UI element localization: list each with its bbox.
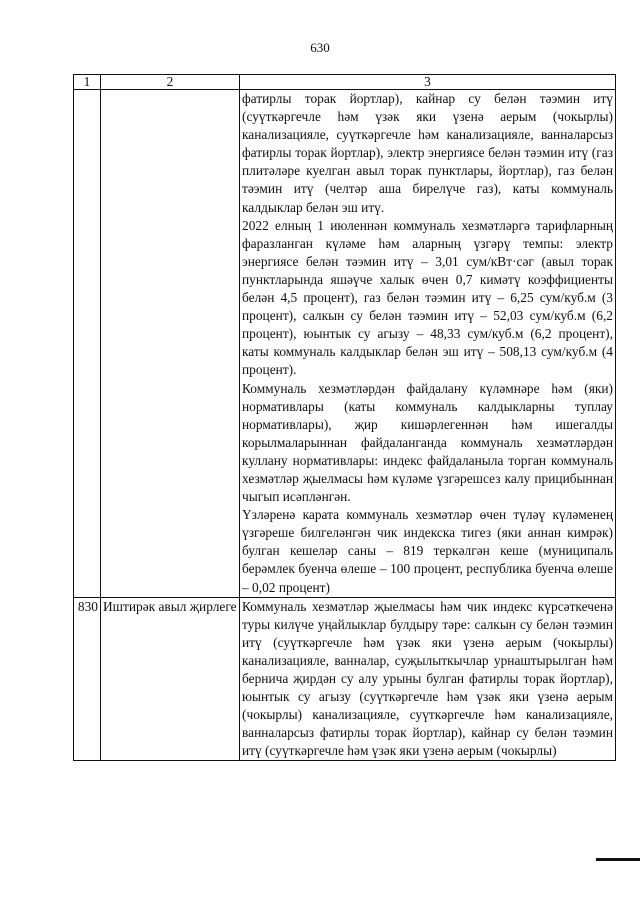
paragraph-norms: Коммуналь хезмәтләрдән файдалану күләмнәре һәм (яки) нормативлары (каты коммуналь калдыкларны туплау нормативлары), җир кишәрлегеннән һәм ишегалды корылмаларыннан файдаланганда коммуналь хезмәтләрдән куллану нормативлары: индекс файдаланыла торган коммуналь хезмәтләр җыелмасы һәм күләме үзгәрешсез калу прицибыннан чыгып исәпләнгән. [242, 380, 613, 505]
paragraph-utilities-list: фатирлы торак йортлар), кайнар су белән тәэмин итү (суүткәргечле һәм үзәк яки үзенә аерым (чокырлы) канализацияле, суүткәргечле һәм канализацияле, ванналарсыз фатирлы торак йортлар), электр энергиясе белән тәэмин итү (газ плитәләре куелган авыл торак пунктлары, йортлар), газ белән тәэмин итү (челтәр аша бирелүче газ), каты коммуналь калдыклар белән эш итү. [242, 91, 613, 215]
header-col-3: 3 [240, 75, 616, 90]
header-col-1: 1 [74, 75, 101, 90]
margin-rule [596, 858, 640, 861]
data-table [73, 74, 616, 761]
table-row-830 [74, 597, 616, 761]
table-header-row [74, 75, 616, 90]
page-number: 630 [310, 40, 330, 55]
row-number-cell [74, 90, 101, 598]
header-col-2: 2 [101, 75, 240, 90]
row-description-cell [240, 90, 616, 598]
table-row-continuation [74, 90, 616, 598]
paragraph-amenities: Коммуналь хезмәтләр җыелмасы һәм чик индекс күрсәткеченә туры килүче уңайлыклар булдыру тәре: салкын су белән тәэмин итү (суүткәргечле һәм үзәк яки үзенә аерым (чокырлы) канализацияле, ванналар, суҗылыткычлар урнаштырылган һәм бернича җирдән су алу урыны булган фатирлы торак йортлар), юынтык су агызу (суүткәргечле һәм үзәк яки үзенә аерым (чокырлы) канализацияле, суүткәргечле һәм канализацияле, ванналарсыз фатирлы торак йортлар), кайнар су белән тәэмин итү (суүткәргечле һәм үзәк яки үзенә аерым (чокырлы) [242, 598, 613, 759]
paragraph-tariffs: 2022 елның 1 июленнән коммуналь хезмәтләргә тарифларның фаразланган күләме һәм аларның үзгәрү темпы: электр энергиясе белән тәэмин итү – 3,01 сум/кВт·сәг (авыл торак пунктларында яшәүче халык өчен 0,7 кимәтү коэффициенты белән 4,5 процент), газ белән тәэмин итү – 6,25 сум/куб.м (3 процент), салкын су белән тәэмин итү – 52,03 сум/куб.м (6,2 процент), юынтык су агызу – 48,33 сум/куб.м (6,2 процент), каты коммуналь калдыклар белән эш итү – 508,13 сум/куб.м (4 процент). [242, 217, 613, 378]
row-number-cell: 830 [74, 597, 101, 761]
paragraph-people-count: Үзләренә карата коммуналь хезмәтләр өчен түләү күләменең үзгәреше билгеләнгән чик индекска тигез (яки аннан кимрәк) булган кешеләр саны – 819 теркәлгән кеше (муниципаль берәмлек буенча өлеше – 100 процент, республика буенча өлеше – 0,02 процент) [242, 507, 613, 595]
row-name-cell: Иштирәк авыл җирлеге [101, 597, 240, 761]
row-name-cell [101, 90, 240, 598]
row-description-cell [240, 597, 616, 761]
